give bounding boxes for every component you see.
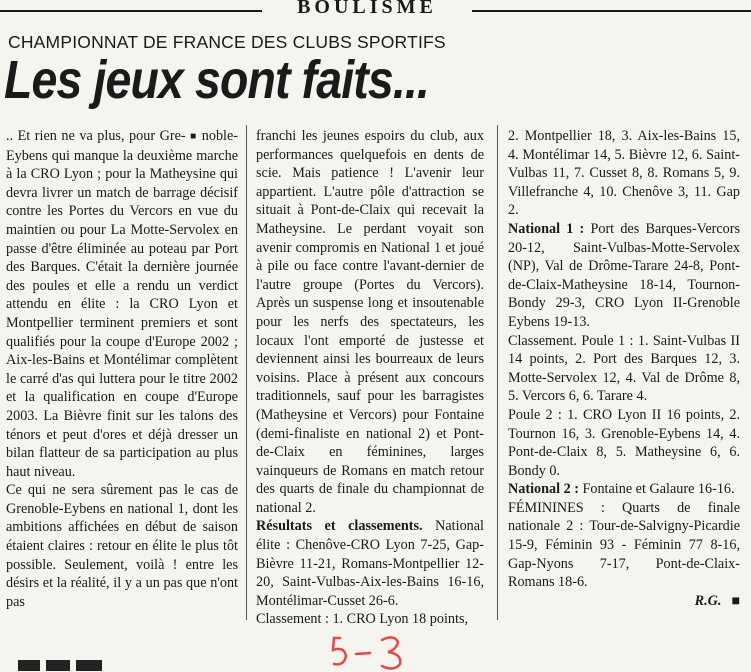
next-article-fragment: [0, 658, 120, 671]
national1-paragraph: National 1 : Port des Barques-Vercors 20-12, Saint-Vulbas-Motte-Servolex (NP), Val de Drôme-Tarare 24-8, Pont-de-Claix-Matheysine 18-14, Tournon-Bondy 29-3, CRO Lyon II-Grenoble Eybens 19-13.: [508, 220, 741, 330]
national2-paragraph: National 2 : Fontaine et Galaure 16-16.: [508, 481, 735, 498]
paragraph: Ce qui ne sera sûrement pas le cas de Grenoble-Eybens en national 1, dont les ambitions affichées en début de saison étaient claires : retour en élite le plus tôt possible. Seulement, voilà ! entre les désirs et la réalité, il y a un pas que n'ont pas: [6, 482, 238, 610]
classement-poule1: Classement. Poule 1 : 1. Saint-Vulbas II 14 points, 2. Port des Barques 12, 3. Motte-Servolex 12, 4. Val de Drôme 8, 5. Vercors 6, 6. Tarare 4.: [508, 332, 740, 405]
paragraph: .. Et rien ne va plus, pour Gre- ■ noble-Eybens qui manque la deuxième marche à la CRO Lyon ; pour la Matheysine qui devra livrer un match de barrage décisif contre les Portes du Vercors en vue du maintien ou pour La Motte-Servolex en passe d'être éliminée au poteau par Port des Barques. C'était la dernière journée des poules et elle a rendu un verdict attendu en élite : la CRO Lyon et Montpellier terminent premiers et sont qualifiés pour la coupe d'Europe 2002 ; Aix-les-Bains et Montélimar complètent le carré d'as qui luttera pour le titre 2002 et la qualification en coupe d'Europe 2003. La Bièvre finit sur les talons des ténors et peut d'ores et déjà dresser un bilan flatteur de sa participation au plus haut niveau.: [6, 128, 239, 480]
kicker: CHAMPIONNAT DE FRANCE DES CLUBS SPORTIFS: [8, 32, 446, 52]
feminines-paragraph: FÉMININES : Quarts de finale nationale 2 : Tour-de-Salvigny-Picardie 15-9, Féminin 93 - Féminin 77 8-16, Gap-Nyons 7-17, Pont-de-Claix-Romans 18-6.: [508, 499, 740, 591]
article-column-2: [256, 127, 484, 629]
national1-label: National 1 :: [508, 220, 585, 237]
column-divider: [497, 125, 498, 620]
article-column-3: [508, 127, 740, 610]
handwritten-note: [330, 632, 430, 672]
end-mark-icon: ■: [731, 592, 740, 609]
section-header: [0, 0, 751, 22]
results-label: Résultats et classements.: [256, 518, 423, 535]
column-divider: [246, 125, 247, 620]
headline: Les jeux sont faits...: [4, 50, 429, 110]
national2-label: National 2 :: [508, 481, 579, 498]
paragraph: franchi les jeunes espoirs du club, aux performances quelquefois en dents de scie. Mais patience ! L'avenir leur appartient. L'autre pôle d'attraction se situait à Pont-de-Claix qui recevait la Matheysine. Le perdant voyait son avenir compromis en National 1 et joué à pile ou face contre l'avant-dernier de l'autre groupe (Portes du Vercors). Après un suspense long et insoutenable pour les nerfs des spectateurs, les locaux l'ont emporté de justesse et deviennent ainsi les bourreaux de leurs voisins. Place à présent aux concours traditionnels, sauf pour les barragistes (Matheysine et Vercors) pour Fontaine (demi-finaliste en national 2) et Pont-de-Claix en féminines, larges vainqueurs de Romans en match retour des quarts de finale du championnat de national 2.: [256, 128, 484, 516]
classement-poule2: Poule 2 : 1. CRO Lyon II 16 points, 2. Tournon 16, 3. Grenoble-Eybens 14, 4. Pont-de-Claix 8, 5. Matheysine 6, 6. Bondy 0.: [508, 406, 740, 479]
bullet-icon: ■: [190, 131, 198, 142]
paragraph: 2. Montpellier 18, 3. Aix-les-Bains 15, 4. Montélimar 14, 5. Bièvre 12, 6. Saint-Vulbas 11, 7. Cusset 8, 8. Romans 5, 9. Villefranche 4, 10. Chenôve 3, 11. Gap 2.: [508, 128, 740, 219]
signature: R.G. ■: [694, 592, 740, 609]
classement-line: Classement : 1. CRO Lyon 18 points,: [256, 611, 469, 628]
section-title: BOULISME: [262, 0, 472, 19]
results-paragraph: Résultats et classements. National élite : Chenôve-CRO Lyon 7-25, Gap-Bièvre 11-21, Romans-Montpellier 12-20, Saint-Vulbas-Aix-les-Bains 16-16, Montélimar-Cusset 26-6.: [256, 518, 484, 609]
article-column-1: [6, 127, 238, 611]
